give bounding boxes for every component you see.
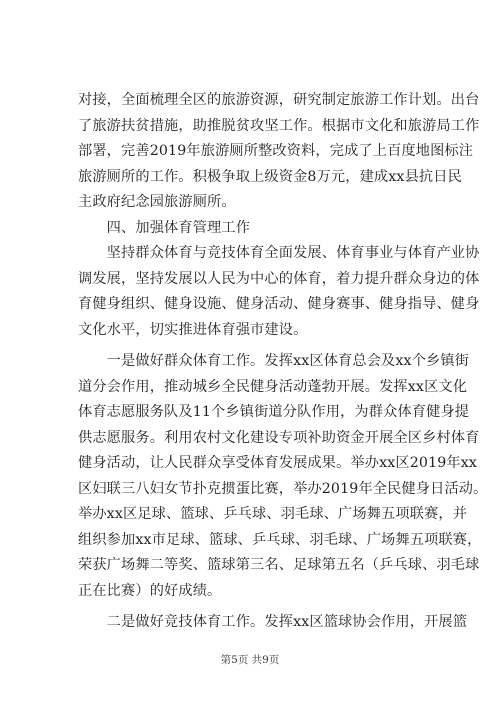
paragraph-tourism-continued: [78, 88, 480, 216]
text-line: 育健身组织、健身设施、健身活动、健身赛事、健身指导、健身: [78, 296, 480, 312]
text-line: 文化水平，切实推进体育强市建设。: [78, 321, 308, 338]
text-line: 供志愿服务。利用农村文化建设专项补助资金开展全区乡村体育: [78, 429, 480, 446]
text-line: 健身活动，让人民群众享受体育发展成果。举办xx区2019年xx: [78, 455, 478, 471]
paragraph-sports-overview: [78, 241, 480, 343]
text-line: 二是做好竞技体育工作。发挥xx区篮球协会作用，开展篮: [78, 614, 468, 630]
page-number-footer: 第5页 共9页: [220, 654, 280, 666]
section-heading-text: 四、加强体育管理工作: [78, 219, 251, 236]
text-line: 道分会作用，推动城乡全民健身活动蓬勃开展。发挥xx区文化: [78, 378, 468, 395]
text-line: 体育志愿服务队及11个乡镇街道分队作用，为群众体育健身提: [78, 404, 470, 420]
text-line: 组织参加xx市足球、篮球、乒乓球、羽毛球、广场舞五项联赛，: [78, 531, 482, 548]
text-line: 荣获广场舞二等奖、篮球第三名、足球第五名（乒乓球、羽毛球: [78, 557, 480, 573]
section-heading: [78, 216, 438, 242]
paragraph-mass-sports: [78, 349, 488, 604]
text-line: 旅游厕所的工作。积极争取上级资金8万元，建成xx县抗日民: [78, 168, 462, 185]
text-line: 坚持群众体育与竞技体育全面发展、体育事业与体育产业协: [78, 245, 480, 261]
text-line: 主政府纪念园旅游厕所。: [78, 194, 236, 210]
text-line: 部署，完善2019年旅游厕所整改资料，完成了上百度地图标注: [78, 143, 474, 159]
body-text: [78, 88, 488, 636]
text-line: 调发展，坚持发展以人民为中心的体育，着力提升群众身边的体: [78, 270, 480, 287]
text-line: 对接，全面梳理全区的旅游资源，研究制定旅游工作计划。出台: [78, 92, 480, 108]
text-line: 区妇联三八妇女节扑克掼蛋比赛，举办2019年全民健身日活动。: [78, 480, 488, 497]
text-line: 正在比赛）的好成绩。: [78, 582, 222, 599]
text-line: 一是做好群众体育工作。发挥xx区体育总会及xx个乡镇街: [78, 353, 470, 369]
text-line: 举办xx区足球、篮球、乒乓球、羽毛球、广场舞五项联赛，并: [78, 506, 468, 522]
text-line: 了旅游扶贫措施，助推脱贫攻坚工作。根据市文化和旅游局工作: [78, 117, 480, 134]
paragraph-competitive-sports: [78, 610, 468, 636]
